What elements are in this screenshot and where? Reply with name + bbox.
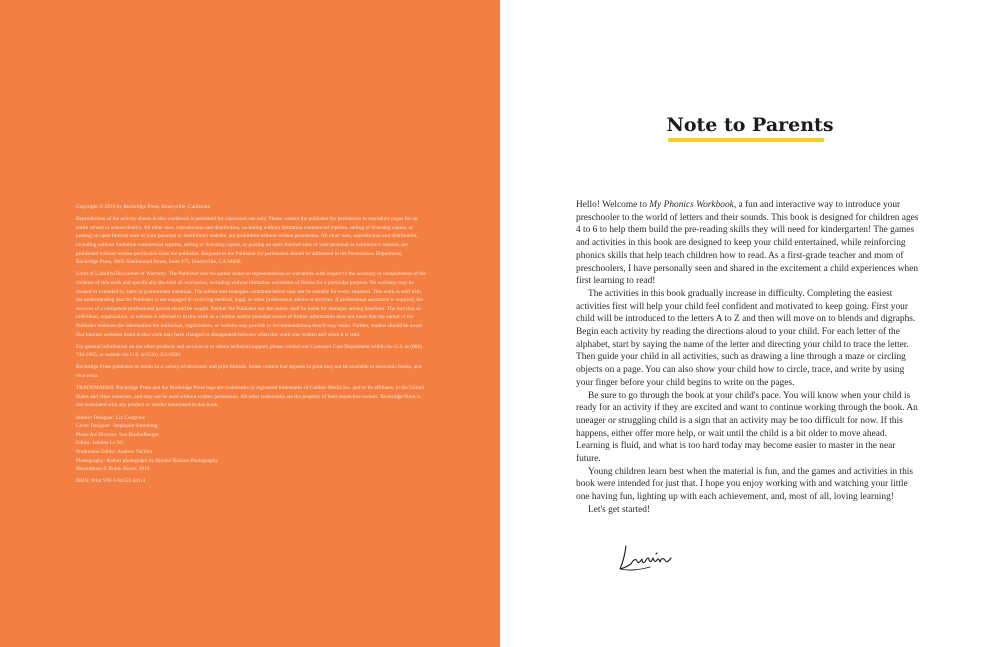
paragraph-pace: Be sure to go through the book at your child's pace. You will know when your child is ready for an activity if they are excited and want to continue working through the book. An uneager or struggling child is a sign that an activity may be too difficult for now. If this happens, either offer more help, or wait until the child is a bit older to move ahead. Learning is fluid, and what is too hard today may become easier to master in the near future. [576,390,918,465]
credit-line: Photography: Author photograph by Brooke Bakken Photography [76,457,218,464]
copyright-line: Copyright © 2019 by Rockridge Press, Emeryville, California [76,204,210,210]
formats-notice: Rockridge Press publishes its books in a variety of electronic and print formats. Some content that appears in print may not be available in electronic books, and vice versa. [76,364,422,380]
paragraph-fun: Young children learn best when the material is fun, and the games and activities in this book were intended for just that. I hope you enjoy working with and watching your little one having fun, lighting up with each achievement, and, most of all, loving learning! [576,466,914,503]
paragraph-intro [576,199,922,288]
note-to-parents-page [500,0,1000,647]
paragraph-activities: The activities in this book gradually increase in difficulty. Completing the easiest activities first will help your child feel confident and motivated to keep going. First your child will be introduced to the letters A to Z and then will move on to blends and digraphs. Begin each activity by reading the directions aloud to your child. For each letter of the alphabet, start by saying the name of the letter and directing your child to trace the letter. Then guide your child in all activities, such as drawing a line through a maze or circling objects on a page. You can also show your child how to circle, trace, and write by using your finger before your child begins to write on the pages. [576,288,916,388]
liability-disclaimer: Limit of Liability/Disclaimer of Warranty: The Publisher and the author make no representations or warranties with respect to the accuracy or completeness of the contents of this work and specifically disclaim all warranties, including without limitation warranties of fitness for a particular purpose. No warranty may be created or extended by sales or promotional materials. The advice and strategies contained herein may not be suitable for every situation. This work is sold with the understanding that the Publisher is not engaged in rendering medical, legal, or other professional advice or services. If professional assistance is required, the services of a competent professional person should be sought. Neither the Publisher nor the author shall be liable for damages arising herefrom. The fact that an individual, organization, or website is referred to in this work as a citation and/or potential source of further information does not mean that the author or the Publisher endorses the information the individual, organization, or website may provide or recommendations they/it may make. Further, readers should be aware that Internet websites listed in this work may have changed or disappeared between when this work was written and when it is read. [76,271,426,338]
book-title: My Phonics Workbook [649,200,734,210]
trademarks-notice: TRADEMARKS: Rockridge Press and the Rockridge Press logo are trademarks or registered trademarks of Callisto Media Inc. and/or its affiliates, in the United States and other countries, and may not be used without written permission. All other trademarks are the property of their respective owners. Rockridge Press is not associated with any product or vendor mentioned in this book. [76,385,424,409]
credit-line: Illustrations © Robin Boyer, 2019. [76,466,151,473]
letter-body [576,199,922,517]
copyright-block [76,203,426,490]
page-title: Note to Parents [666,114,834,136]
title-underline [668,138,824,142]
permissions-notice: Reproduction of the activity sheets in this workbook is permitted for classroom use only. Please contact the publisher for permission to reproduce pages for an entire school or school district. All other uses, reproduction and distribution, including without limitation commercial reprints, selling or licensing copies, or posting on open Internet sites or your personal or institution's website, are prohibited without written permission. All other uses, reproduction and distribution, including without limitation commercial reprints, selling or licensing copies, or posting on open Internet sites or your personal or institution's website, are prohibited without written permission from the publisher. Requests to the Publisher for permission should be addressed to the Permissions Department, Rockridge Press, 6005 Shellmound Street, Suite 175, Emeryville, CA 94608. [76,216,418,266]
credit-line: Editor: Jeanine Le Ny [76,440,124,447]
paragraph-intro-start: Hello! Welcome to [576,200,650,210]
signature [616,542,676,574]
closing-line: Let's get started! [588,504,651,515]
paragraph-intro-rest: , a fun and interactive way to introduce your preschooler to the world of letters and their sounds. This book is designed for children ages 4 to 6 to help them build the pre-reading skills they will need for kindergarten! The games and activities in this book are designed to keep your child entertained, while reinforcing phonics skills that help teach children how to read. As a first-grade teacher and mom of preschoolers, I have personally seen and shared in the excitement a child experiences when first learning to read! [576,200,919,287]
credit-line: Production Editor: Andrew Yackira [76,449,153,455]
credit-line: Photo Art Director: Sue Bischofberger [76,431,159,438]
credit-line: Cover Designer: Stephanie Sumulong [76,423,158,430]
isbn: ISBN: Print 978-1-64152-441-4 [76,478,146,485]
credit-line: Interior Designer: Liz Cosgrove [76,414,146,421]
general-information: For general information on our other products and services or to obtain technical support, please contact our Customer Care Department within the U.S. at (866) 744-2665, or outside the U.S. at (510) 253-0500. [76,343,422,359]
